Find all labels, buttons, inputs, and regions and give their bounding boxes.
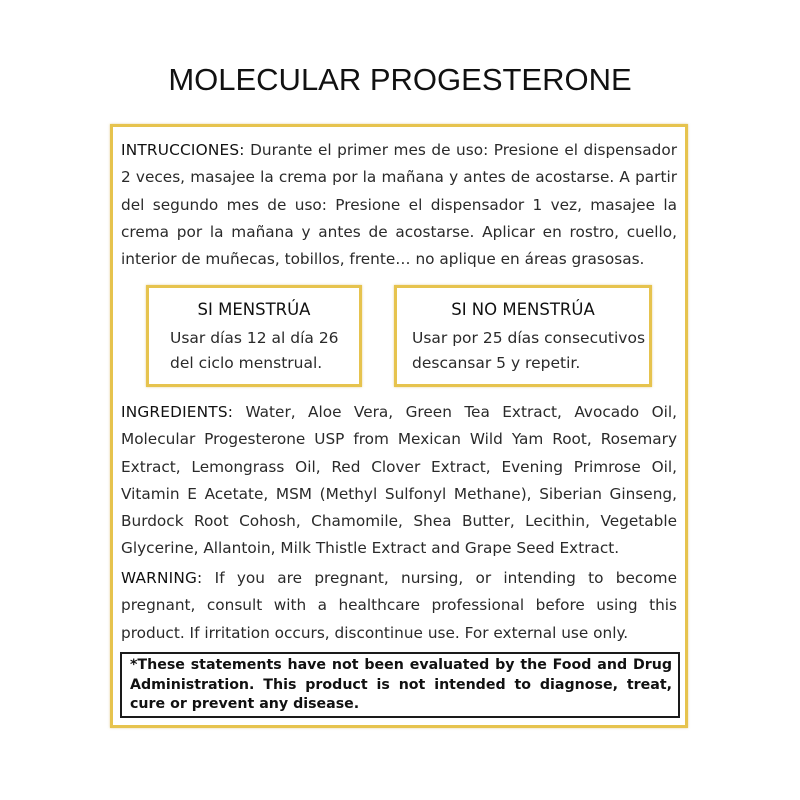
no-menstrua-text: Usar por 25 días consecutivos descansar 5 y repetir. [412,329,646,372]
ingredients-text: Water, Aloe Vera, Green Tea Extract, Avocado Oil, Molecular Progesterone USP from Mexican Wild Yam Root, Rosemary Extract, Lemongrass Oil, Red Clover Extract, Evening Primrose Oil, Vitamin E Acetate, MSM (Methyl Sulfonyl Methane), Siberian Ginseng, Burdock Root Cohosh, Chamomile, Shea Butter, Lecithin, Vegetable Glycerine, Allantoin, Milk Thistle Extract and Grape Seed Extract. [121,403,677,558]
fda-disclaimer: *These statements have not been evaluated by the Food and Drug Administration. This product is not intended to diagnose, treat, cure or prevent any disease. [120,652,680,718]
instructions-text: Durante el primer mes de uso: Presione el dispensador 2 veces, masajee la crema por la mañana y antes de acostarse. A partir del segundo mes de uso: Presione el dispensador 1 vez, masajee la crema por la mañana y antes de acostarse. Aplicar en rostro, cuello, interior de muñecas, tobillos, frente… no aplique en áreas grasosas. [121,141,677,269]
warning-text: If you are pregnant, nursing, or intending to become pregnant, consult with a healthcare professional before using this product. If irritation occurs, discontinue use. For external use only. [121,569,677,642]
instructions-paragraph [121,137,677,273]
menstrua-text: Usar días 12 al día 26 del ciclo menstrual. [170,329,339,372]
no-menstrua-title: SI NO MENSTRÚA [451,300,595,319]
menstrua-box [146,285,362,387]
warning-label: WARNING: [121,569,203,587]
instructions-label: INTRUCCIONES: [121,141,245,159]
menstrua-title: SI MENSTRÚA [197,300,311,319]
no-menstrua-box [394,285,652,387]
ingredients-label: INGREDIENTS: [121,403,234,421]
page-title: MOLECULAR PROGESTERONE [168,62,632,97]
ingredients-paragraph [121,399,677,563]
warning-paragraph [121,565,677,647]
